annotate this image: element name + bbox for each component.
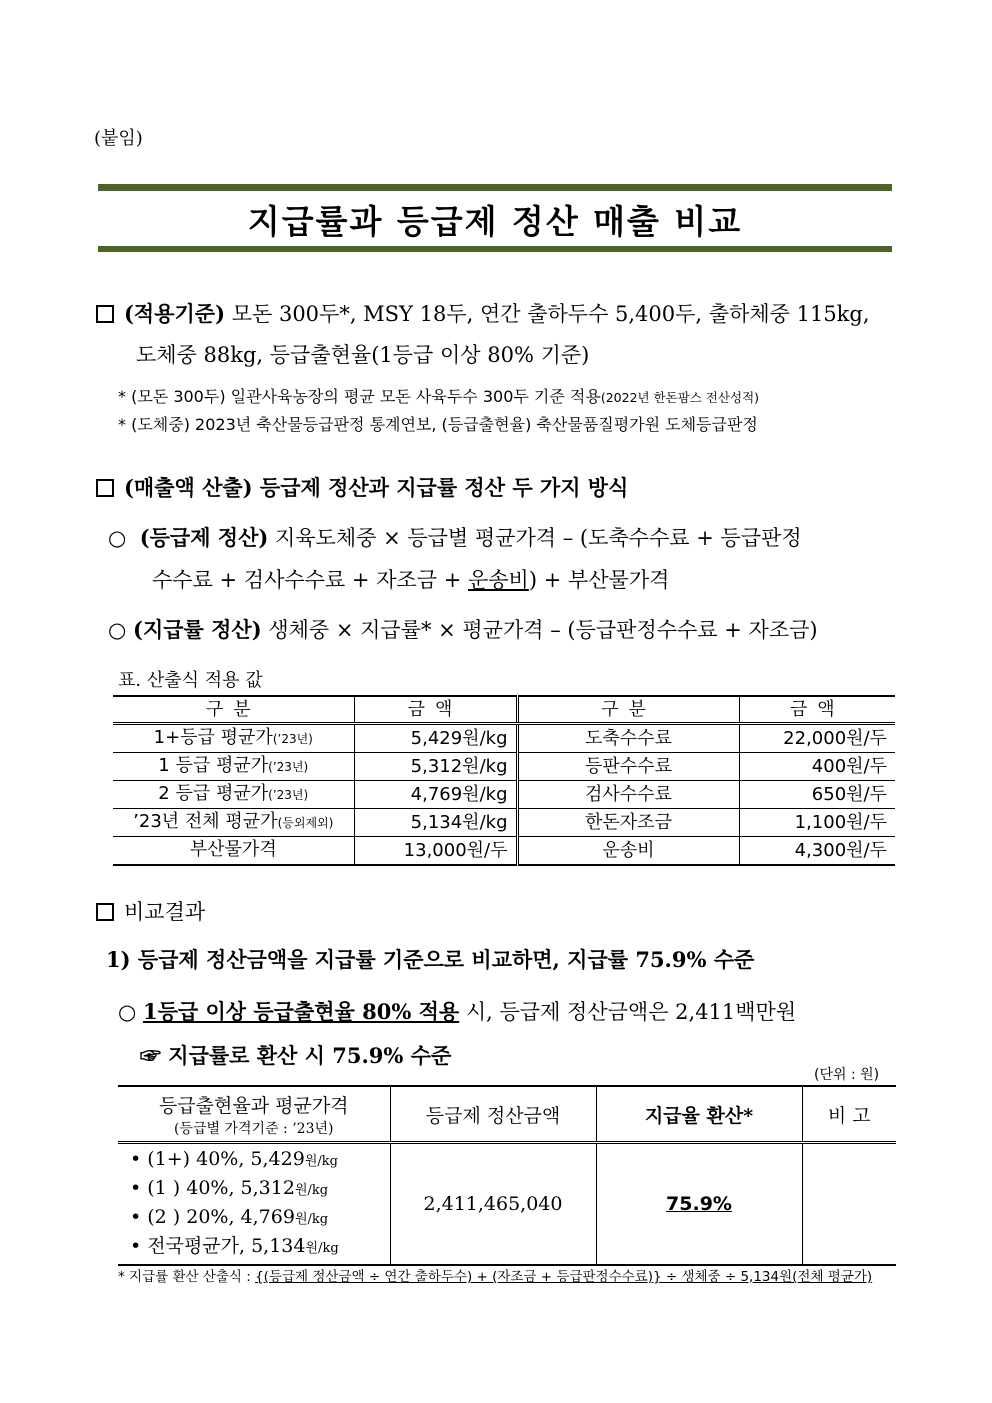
note1-source: (2022년 한돈팜스 전산성적) <box>600 390 760 405</box>
table-header-row <box>113 696 895 724</box>
header-rate: 지급율 환산* <box>596 1086 802 1143</box>
section3-heading-row <box>96 896 205 926</box>
grade-settlement-line1 <box>108 522 802 552</box>
list-item-unit: 원/kg <box>294 1212 329 1227</box>
grade-formula-2a: 수수료 + 검사수수료 + 자조금 + <box>152 568 468 592</box>
grade-formula-2b: ) + 부산물가격 <box>528 568 670 592</box>
list-item-unit: 원/kg <box>305 1241 339 1256</box>
settlement-amount: 2,411,465,040 <box>390 1143 596 1266</box>
header-category-2: 구분 <box>517 696 739 724</box>
comparison-result-1: 1) 등급제 정산금액을 지급률 기준으로 비교하면, 지급률 75.9% 수준 <box>106 947 755 972</box>
table-row <box>113 781 895 809</box>
grade-formula-transport: 운송비 <box>467 568 529 592</box>
header-grade-price-sub: (등급별 가격기준 : ’23년) <box>174 1120 334 1137</box>
header-amount: 금액 <box>354 696 517 724</box>
table-row <box>113 753 895 781</box>
row-value: 5,134원/kg <box>354 809 517 837</box>
row-value: 13,000원/두 <box>354 837 517 866</box>
checkbox-square-icon <box>96 903 114 921</box>
header-grade-price-title: 등급출현율과 평균가격 <box>158 1094 349 1117</box>
section1-note2: * (도체중) 2023년 축산물등급판정 통계연보, (등급출현율) 축산물품질평가원 도체등급판정 <box>118 415 758 434</box>
unit-label: (단위 : 원) <box>814 1067 880 1083</box>
list-item-text: • (1+) 40%, 5,429 <box>130 1148 305 1170</box>
pointer-line: ☞ 지급률로 환산 시 75.9% 수준 <box>140 1043 452 1068</box>
footnote-label: * 지급률 환산 산출식 : <box>118 1269 256 1285</box>
row-label-text: 1 등급 평균가 <box>158 755 269 776</box>
row-value-2: 4,300원/두 <box>739 837 895 866</box>
list-item <box>130 1146 389 1175</box>
table-header-row <box>118 1086 896 1143</box>
title-top-bar <box>98 184 892 191</box>
row-label-2: 검사수수료 <box>517 781 739 809</box>
grade-settlement-line2 <box>152 564 669 594</box>
row-label-note: (등외제외) <box>277 816 334 830</box>
section1-line1 <box>96 298 870 328</box>
title-bottom-bar <box>98 246 892 252</box>
table-row <box>113 837 895 866</box>
circle-bullet-icon: ○ <box>118 1000 137 1024</box>
grade-price-list <box>118 1143 390 1266</box>
page-title: 지급률과 등급제 정산 매출 비교 <box>247 202 743 241</box>
row-label-2: 한돈자조금 <box>517 809 739 837</box>
row-label-note: (’23년) <box>268 760 309 774</box>
row-label-2: 도축수수료 <box>517 724 739 753</box>
pay-rate-settlement-line <box>108 614 818 644</box>
header-settlement: 등급제 정산금액 <box>390 1086 596 1143</box>
row-label <box>113 837 354 866</box>
row-label-note: (’23년) <box>268 788 309 802</box>
row-label-2: 운송비 <box>517 837 739 866</box>
grade-formula-1: 지육도체중 × 등급별 평균가격 – (도축수수료 + 등급판정 <box>268 526 802 550</box>
row-label-2: 등판수수료 <box>517 753 739 781</box>
converted-rate: 75.9% <box>596 1143 802 1266</box>
row-label-note: (’23년) <box>272 732 313 746</box>
header-grade-price <box>118 1086 390 1143</box>
table-row <box>113 724 895 753</box>
checkbox-square-icon <box>96 479 114 497</box>
footnote-formula: {(등급제 정산금액 ÷ 연간 출하두수) + (자조금 + 등급판정수수료)} ÷ 생체중 ÷ 5,134원(전체 평균가) <box>255 1269 873 1285</box>
row-label-text: ’23년 전체 평균가 <box>133 811 278 832</box>
comparison-table <box>118 1085 896 1266</box>
row-value: 5,312원/kg <box>354 753 517 781</box>
list-item-unit: 원/kg <box>304 1154 338 1169</box>
row-value: 5,429원/kg <box>354 724 517 753</box>
row-value: 4,769원/kg <box>354 781 517 809</box>
note1-text: * (모돈 300두) 일관사육농장의 평균 모돈 사육두수 300두 기준 적용 <box>118 387 601 406</box>
pay-rate-formula: 생체중 × 지급률* × 평균가격 – (등급판정수수료 + 자조금) <box>261 618 818 642</box>
header-amount-2: 금액 <box>739 696 895 724</box>
grade-settlement-label: (등급제 정산) <box>139 525 269 550</box>
list-item-text: • (2 ) 20%, 4,769 <box>130 1206 295 1228</box>
remark-cell <box>802 1143 896 1266</box>
comparison-bullet <box>118 996 796 1026</box>
row-label-text: 1+등급 평균가 <box>153 727 273 748</box>
table1-caption: 표. 산출식 적용 값 <box>118 670 263 691</box>
section1-note1 <box>118 384 759 407</box>
section1-line2: 도체중 88kg, 등급출현율(1등급 이상 80% 기준) <box>136 343 590 367</box>
circle-bullet-icon: ○ <box>108 618 127 642</box>
checkbox-square-icon <box>96 305 114 323</box>
row-label <box>113 809 354 837</box>
list-item-text: • (1 ) 40%, 5,312 <box>130 1177 295 1199</box>
bullet-rest: 시, 등급제 정산금액은 2,411백만원 <box>459 1000 797 1024</box>
list-item <box>130 1233 389 1262</box>
header-remark: 비 고 <box>802 1086 896 1143</box>
circle-bullet-icon: ○ <box>108 526 127 550</box>
section2-heading-row <box>96 472 628 502</box>
row-label <box>113 724 354 753</box>
row-value-2: 22,000원/두 <box>739 724 895 753</box>
section3-heading: 비교결과 <box>124 900 206 924</box>
list-item <box>130 1204 389 1233</box>
row-label <box>113 753 354 781</box>
section1-text1: 모돈 300두*, MSY 18두, 연간 출하두수 5,400두, 출하체중 115kg, <box>225 302 870 326</box>
header-category: 구분 <box>113 696 354 724</box>
attachment-label: (붙임) <box>94 128 143 149</box>
section2-heading: (매출액 산출) 등급제 정산과 지급률 정산 두 가지 방식 <box>124 475 629 500</box>
list-item-text: • 전국평균가, 5,134 <box>130 1235 306 1257</box>
table-row <box>118 1143 896 1266</box>
bullet-emphasis: 1등급 이상 등급출현율 80% 적용 <box>143 999 460 1024</box>
section1-heading: (적용기준) <box>124 301 226 326</box>
row-label <box>113 781 354 809</box>
row-value-2: 650원/두 <box>739 781 895 809</box>
row-value-2: 400원/두 <box>739 753 895 781</box>
pay-rate-label: (지급률 정산) <box>133 617 262 642</box>
row-value-2: 1,100원/두 <box>739 809 895 837</box>
list-item-unit: 원/kg <box>294 1183 329 1198</box>
row-label-text: 2 등급 평균가 <box>158 783 269 804</box>
row-label-text: 부산물가격 <box>189 839 277 860</box>
table-row <box>113 809 895 837</box>
footnote <box>118 1265 872 1285</box>
list-item <box>130 1175 389 1204</box>
values-table <box>113 695 895 866</box>
